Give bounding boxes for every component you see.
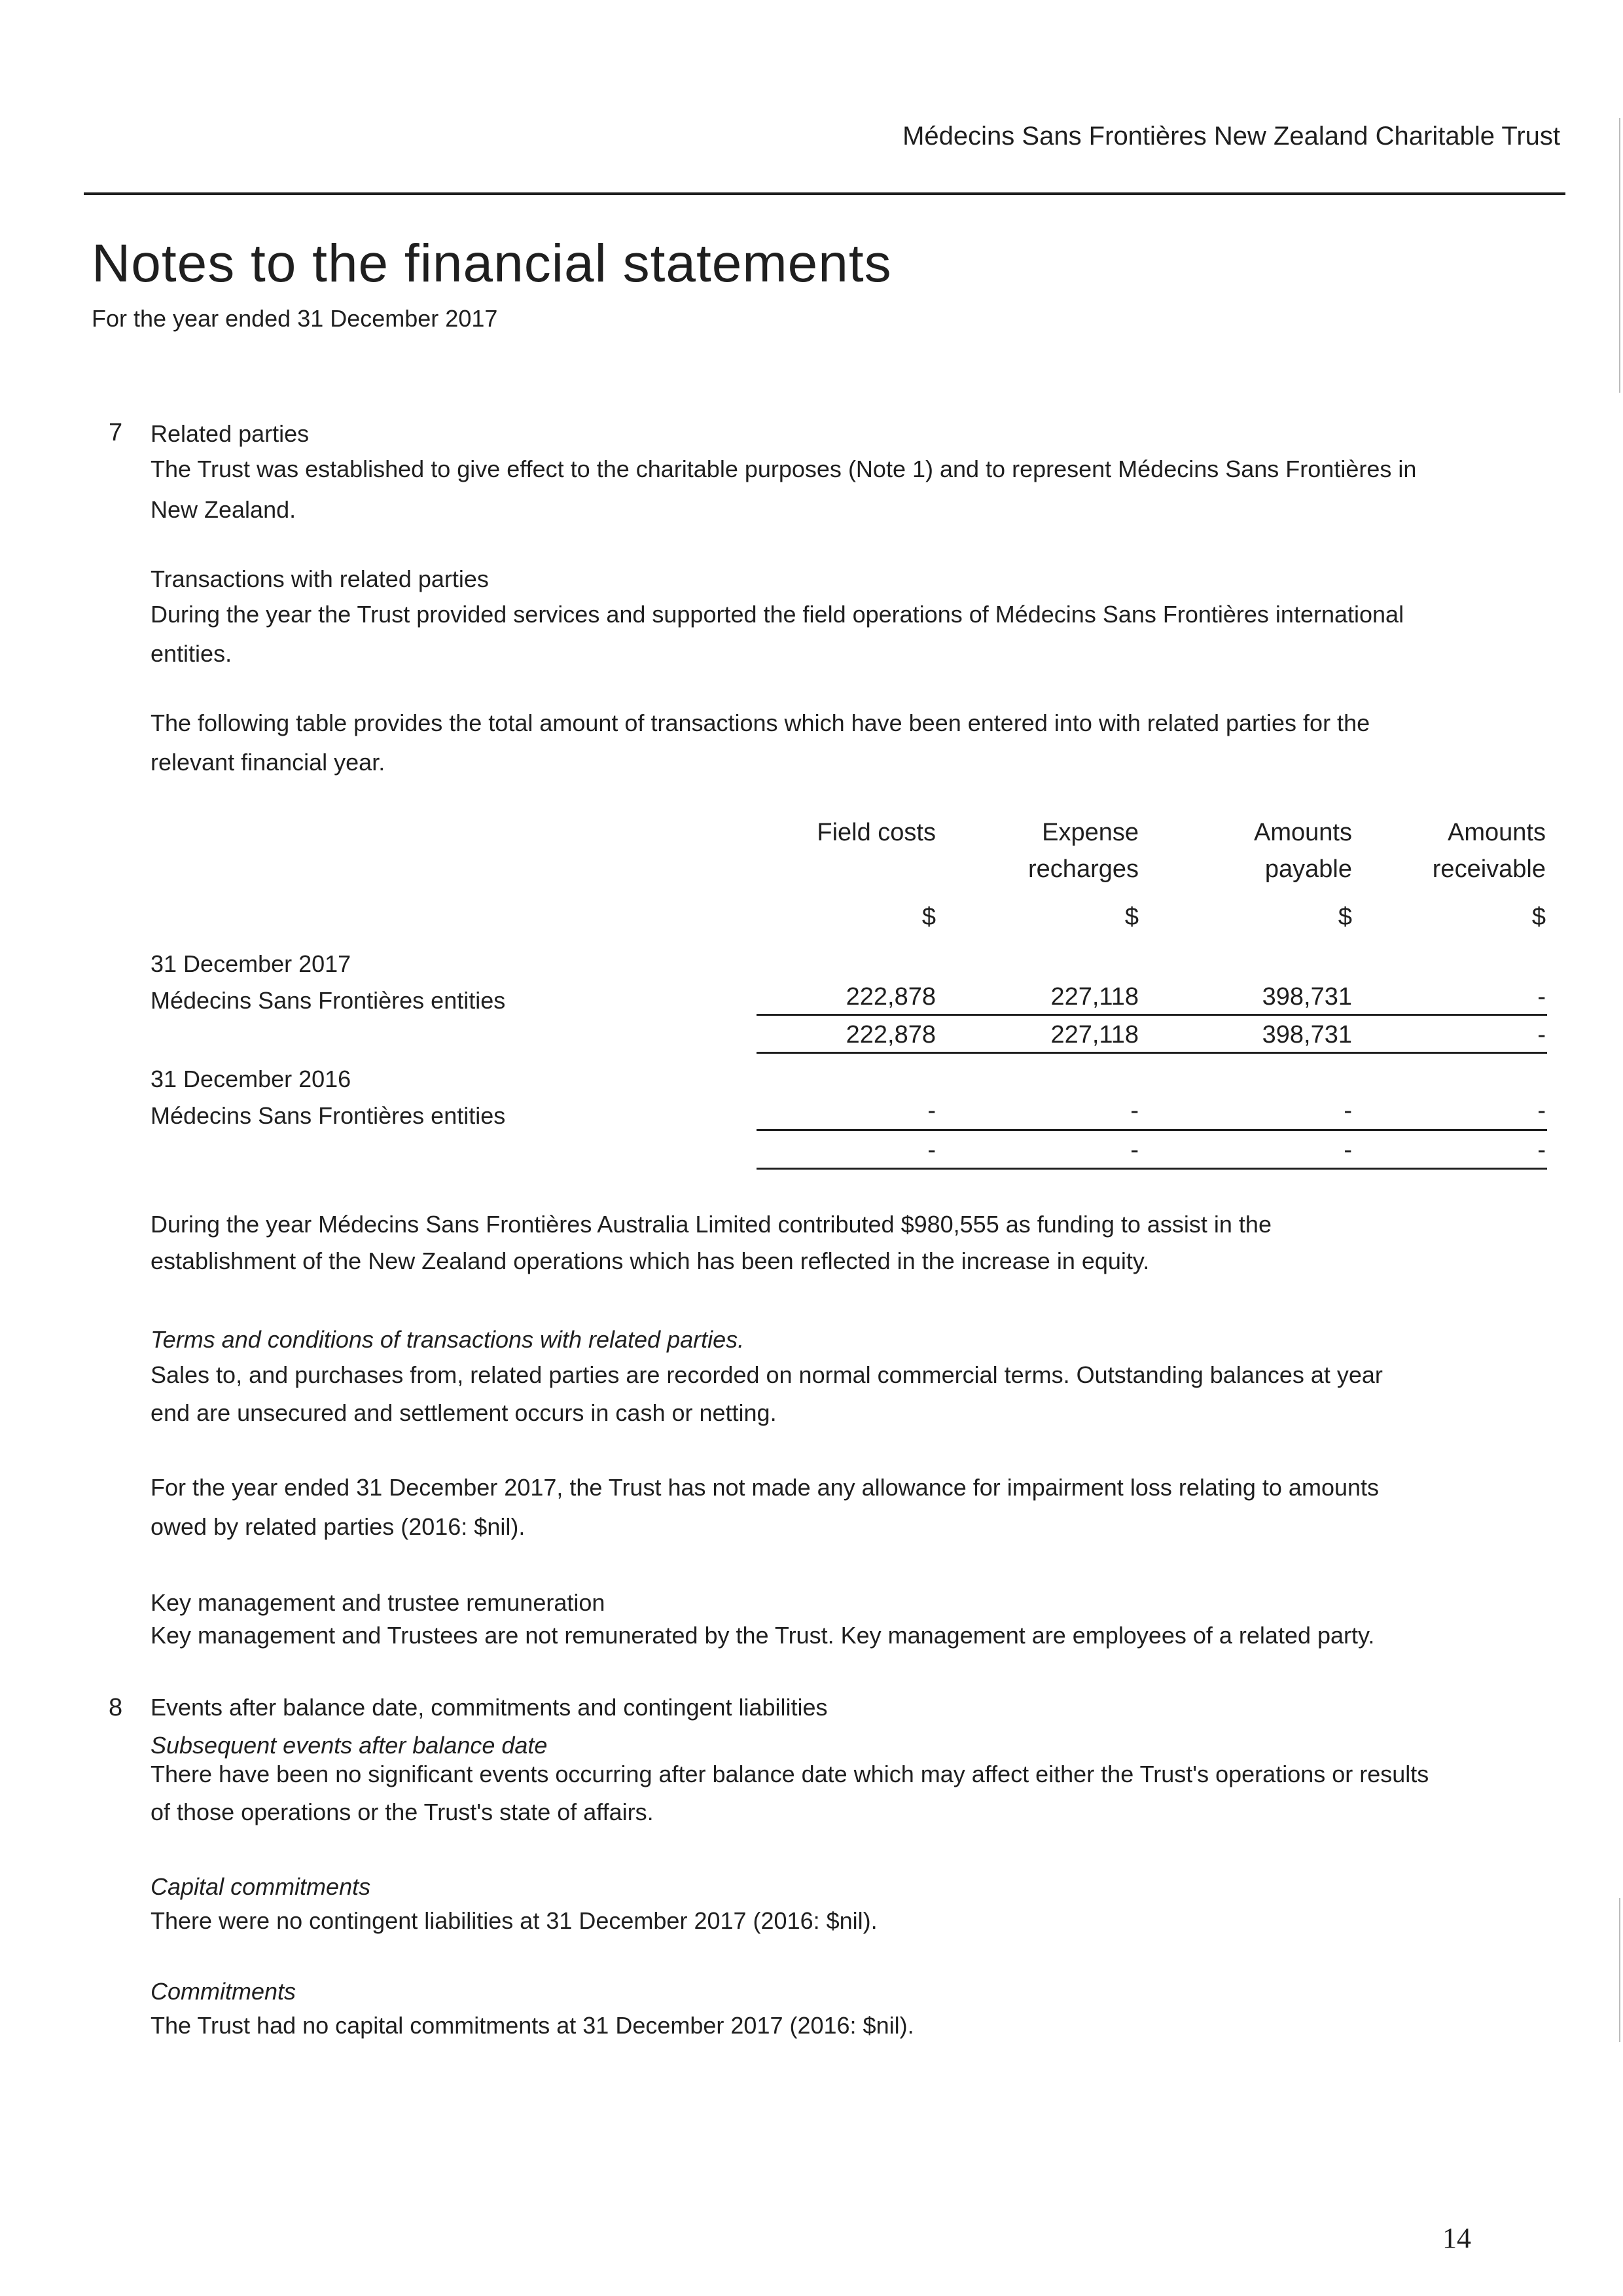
- commitments-heading: Commitments: [151, 1978, 296, 2005]
- subsequent-line1: There have been no significant events occurring after balance date which may affect either the Trust's operations or results: [151, 1761, 1429, 1787]
- note-8-heading: Events after balance date, commitments and contingent liabilities: [151, 1694, 828, 1721]
- kmp-line1: Key management and Trustees are not remunerated by the Trust. Key management are employees of a related party.: [151, 1622, 1375, 1649]
- col-header-expense-recharges: Expense recharges: [1028, 819, 1139, 883]
- subsequent-events-heading: Subsequent events after balance date: [151, 1732, 548, 1759]
- commitments-line1: The Trust had no capital commitments at 31 December 2017 (2016: $nil).: [151, 2012, 914, 2039]
- total-2017-field-costs: 222,878: [846, 1021, 936, 1049]
- impairment-line2: owed by related parties (2016: $nil).: [151, 1513, 526, 1540]
- cell-2017-field-costs: 222,878: [846, 983, 936, 1011]
- cell-2016-expense-recharges: -: [1130, 1097, 1139, 1124]
- kmp-heading: Key management and trustee remuneration: [151, 1589, 605, 1616]
- page-number: 14: [1442, 2222, 1471, 2254]
- cell-2017-amounts-receivable: -: [1537, 983, 1546, 1011]
- terms-heading: Terms and conditions of transactions with related parties.: [151, 1326, 745, 1353]
- transactions-heading: Transactions with related parties: [151, 565, 489, 592]
- cell-2017-expense-recharges: 227,118: [1050, 983, 1139, 1011]
- cell-2016-amounts-payable: -: [1344, 1097, 1352, 1124]
- note-7-intro-line2: New Zealand.: [151, 496, 296, 523]
- cell-2017-amounts-payable: 398,731: [1262, 983, 1352, 1011]
- total-2016-amounts-receivable: -: [1537, 1136, 1546, 1164]
- total-2016-field-costs: -: [927, 1136, 936, 1164]
- row-2017-label: Médecins Sans Frontières entities: [151, 987, 506, 1014]
- total-2016-amounts-payable: -: [1344, 1136, 1352, 1164]
- funding-line1: During the year Médecins Sans Frontières Australia Limited contributed $980,555 as funding to assist in the: [151, 1211, 1272, 1238]
- page-subtitle: For the year ended 31 December 2017: [92, 305, 498, 332]
- terms-line1: Sales to, and purchases from, related parties are recorded on normal commercial terms. Outstanding balances at year: [151, 1361, 1383, 1388]
- total-2017-amounts-payable: 398,731: [1262, 1021, 1352, 1049]
- note-7-intro-line1: The Trust was established to give effect to the charitable purposes (Note 1) and to represent Médecins Sans Frontières in: [151, 456, 1417, 482]
- table-intro-line1: The following table provides the total amount of transactions which have been entered into with related parties for the: [151, 709, 1370, 736]
- col-unit: $: [1531, 903, 1546, 931]
- cell-2016-field-costs: -: [927, 1097, 936, 1124]
- table-intro-line2: relevant financial year.: [151, 749, 385, 776]
- note-7-heading: Related parties: [151, 420, 310, 447]
- col-header-amounts-receivable: Amounts receivable: [1432, 819, 1546, 883]
- header-rule: [84, 192, 1565, 195]
- table-rule: [757, 1052, 1547, 1054]
- page-title: Notes to the financial statements: [92, 234, 892, 293]
- total-2016-expense-recharges: -: [1130, 1136, 1139, 1164]
- period-2016-label: 31 December 2016: [151, 1066, 351, 1092]
- total-2017-amounts-receivable: -: [1537, 1021, 1546, 1049]
- table-rule: [757, 1014, 1547, 1016]
- col-header-field-costs: Field costs: [817, 819, 936, 846]
- subsequent-line2: of those operations or the Trust's state of affairs.: [151, 1799, 654, 1825]
- row-2016-label: Médecins Sans Frontières entities: [151, 1102, 506, 1129]
- col-unit: $: [1338, 903, 1352, 931]
- capital-line1: There were no contingent liabilities at 31 December 2017 (2016: $nil).: [151, 1907, 878, 1934]
- table-rule: [757, 1168, 1547, 1170]
- scan-edge-mark: [1619, 1898, 1620, 2042]
- col-header-amounts-payable: Amounts payable: [1254, 819, 1352, 883]
- col-unit: $: [1124, 903, 1139, 931]
- terms-line2: end are unsecured and settlement occurs in cash or netting.: [151, 1399, 777, 1426]
- scan-edge-mark: [1619, 118, 1620, 393]
- organization-name: Médecins Sans Frontières New Zealand Charitable Trust: [902, 122, 1560, 151]
- note-7-number: 7: [109, 419, 123, 446]
- col-unit: $: [921, 903, 936, 931]
- total-2017-expense-recharges: 227,118: [1050, 1021, 1139, 1049]
- period-2017-label: 31 December 2017: [151, 950, 351, 977]
- funding-line2: establishment of the New Zealand operations which has been reflected in the increase in equity.: [151, 1247, 1150, 1274]
- transactions-line1: During the year the Trust provided services and supported the field operations of Médecins Sans Frontières international: [151, 601, 1404, 628]
- transactions-line2: entities.: [151, 640, 232, 667]
- capital-commitments-heading: Capital commitments: [151, 1873, 371, 1900]
- cell-2016-amounts-receivable: -: [1537, 1097, 1546, 1124]
- note-8-number: 8: [109, 1694, 123, 1721]
- impairment-line1: For the year ended 31 December 2017, the Trust has not made any allowance for impairment loss relating to amounts: [151, 1474, 1380, 1501]
- table-rule: [757, 1129, 1547, 1131]
